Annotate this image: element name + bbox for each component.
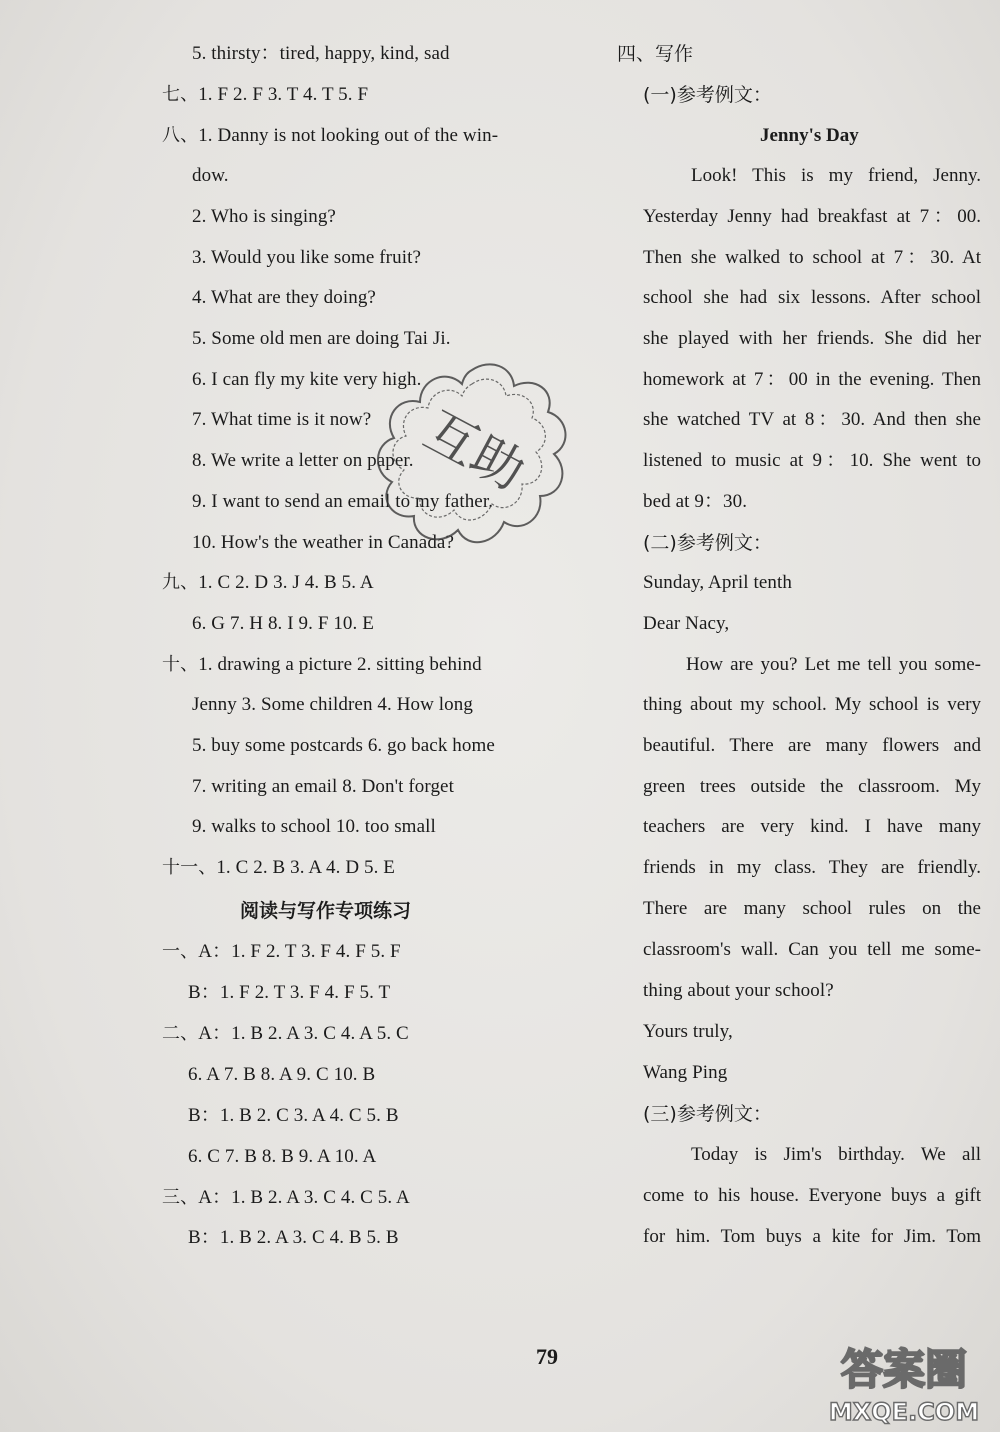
section-number: 三、 xyxy=(162,1187,199,1208)
answer-text: A：1. B 2. A 3. C 4. A 5. C xyxy=(198,1023,409,1044)
answer-line: 5. buy some postcards 6. go back home xyxy=(192,735,495,756)
letter-line: teachers are very kind. I have many xyxy=(643,816,981,837)
answer-line: 5. Some old men are doing Tai Ji. xyxy=(192,328,451,349)
answer-line: 9. walks to school 10. too small xyxy=(192,816,436,837)
letter-line: beautiful. There are many flowers and xyxy=(643,735,981,756)
answer-line xyxy=(162,124,498,148)
essay-line: she watched TV at 8：30. And then she xyxy=(643,409,981,430)
section-number: 二、 xyxy=(162,1023,199,1044)
essay-line: Then she walked to school at 7：30. At xyxy=(643,247,981,268)
answer-text: 1. drawing a picture 2. sitting behind xyxy=(198,654,482,675)
answer-line: 9. I want to send an email to my father. xyxy=(192,491,494,512)
answer-line xyxy=(162,653,482,677)
section-number: 七、 xyxy=(162,84,199,105)
answer-line xyxy=(162,1186,410,1210)
writing-section-title: 四、写作 xyxy=(617,43,694,65)
letter-line: There are many school rules on the xyxy=(643,898,981,919)
answer-line: dow. xyxy=(192,165,229,186)
answer-line xyxy=(162,571,374,595)
essay-line: school she had six lessons. After school xyxy=(643,287,981,308)
essay-line: homework at 7：00 in the evening. Then xyxy=(643,369,981,390)
stamp-seal xyxy=(372,356,572,566)
stamp-text: 互助 xyxy=(414,400,535,503)
answer-line: Jenny 3. Some children 4. How long xyxy=(192,694,473,715)
answer-line: 6. C 7. B 8. B 9. A 10. A xyxy=(188,1146,377,1167)
answer-text: 1. Danny is not looking out of the win- xyxy=(198,125,499,146)
section-number: 八、 xyxy=(162,125,199,146)
answer-line: 10. How's the weather in Canada? xyxy=(192,532,454,553)
answer-line: B：1. B 2. A 3. C 4. B 5. B xyxy=(188,1227,399,1248)
sample-essay-label: (二)参考例文： xyxy=(643,532,772,554)
answer-line: 8. We write a letter on paper. xyxy=(192,450,414,471)
sample-essay-label: (三)参考例文： xyxy=(643,1103,772,1125)
answer-line: B：1. F 2. T 3. F 4. F 5. T xyxy=(188,982,391,1003)
letter-line: friends in my class. They are friendly. xyxy=(643,857,981,878)
answer-line: B：1. B 2. C 3. A 4. C 5. B xyxy=(188,1105,399,1126)
watermark-logo-text: 答案圈 xyxy=(840,1345,968,1394)
answer-line: 6. G 7. H 8. I 9. F 10. E xyxy=(192,613,374,634)
answer-text: A：1. B 2. A 3. C 4. C 5. A xyxy=(198,1187,410,1208)
answer-line: 4. What are they doing? xyxy=(192,287,376,308)
essay-line: Look! This is my friend, Jenny. xyxy=(691,165,981,186)
section-heading: 阅读与写作专项练习 xyxy=(240,900,412,922)
answer-line: 6. I can fly my kite very high. xyxy=(192,369,422,390)
section-number: 九、 xyxy=(162,572,199,593)
section-number: 十、 xyxy=(162,654,199,675)
section-number: 一、 xyxy=(162,941,199,962)
letter-line: classroom's wall. Can you tell me some- xyxy=(643,939,981,960)
site-watermark xyxy=(812,1338,997,1428)
letter-line: green trees outside the classroom. My xyxy=(643,776,981,797)
letter-date: Sunday, April tenth xyxy=(643,572,792,593)
section-number: 十一、 xyxy=(162,857,217,878)
essay-title: Jenny's Day xyxy=(760,125,859,146)
essay-line: for him. Tom buys a kite for Jim. Tom xyxy=(643,1226,981,1247)
answer-line: 7. writing an email 8. Don't forget xyxy=(192,776,454,797)
answer-text: 1. C 2. B 3. A 4. D 5. E xyxy=(216,857,396,878)
answer-line xyxy=(162,83,368,107)
answer-text: 1. C 2. D 3. J 4. B 5. A xyxy=(198,572,374,593)
letter-greeting: Dear Nacy, xyxy=(643,613,730,634)
letter-signature: Wang Ping xyxy=(643,1062,728,1083)
answer-line xyxy=(162,856,395,880)
answer-line xyxy=(162,1022,409,1046)
answer-line: 5. thirsty：tired, happy, kind, sad xyxy=(192,43,450,64)
essay-line: Today is Jim's birthday. We all xyxy=(691,1144,981,1165)
answer-line: 3. Would you like some fruit? xyxy=(192,247,421,268)
essay-line: come to his house. Everyone buys a gift xyxy=(643,1185,981,1206)
answer-line xyxy=(162,940,401,964)
letter-line: thing about my school. My school is very xyxy=(643,694,981,715)
answer-line: 2. Who is singing? xyxy=(192,206,336,227)
essay-line: she played with her friends. She did her xyxy=(643,328,981,349)
page-number: 79 xyxy=(536,1344,558,1369)
essay-line: listened to music at 9：10. She went to xyxy=(643,450,981,471)
essay-line: bed at 9：30. xyxy=(643,491,748,512)
answer-line: 7. What time is it now? xyxy=(192,409,372,430)
answer-text: 1. F 2. F 3. T 4. T 5. F xyxy=(198,84,369,105)
letter-line: How are you? Let me tell you some- xyxy=(686,654,981,675)
answer-text: A：1. F 2. T 3. F 4. F 5. F xyxy=(198,941,401,962)
answer-line: 6. A 7. B 8. A 9. C 10. B xyxy=(188,1064,376,1085)
essay-line: Yesterday Jenny had breakfast at 7：00. xyxy=(643,206,981,227)
letter-closing: Yours truly, xyxy=(643,1021,733,1042)
sample-essay-label: (一)参考例文： xyxy=(643,84,772,106)
letter-line: thing about your school? xyxy=(643,980,834,1001)
watermark-url-text: MXQE.COM xyxy=(828,1398,980,1426)
